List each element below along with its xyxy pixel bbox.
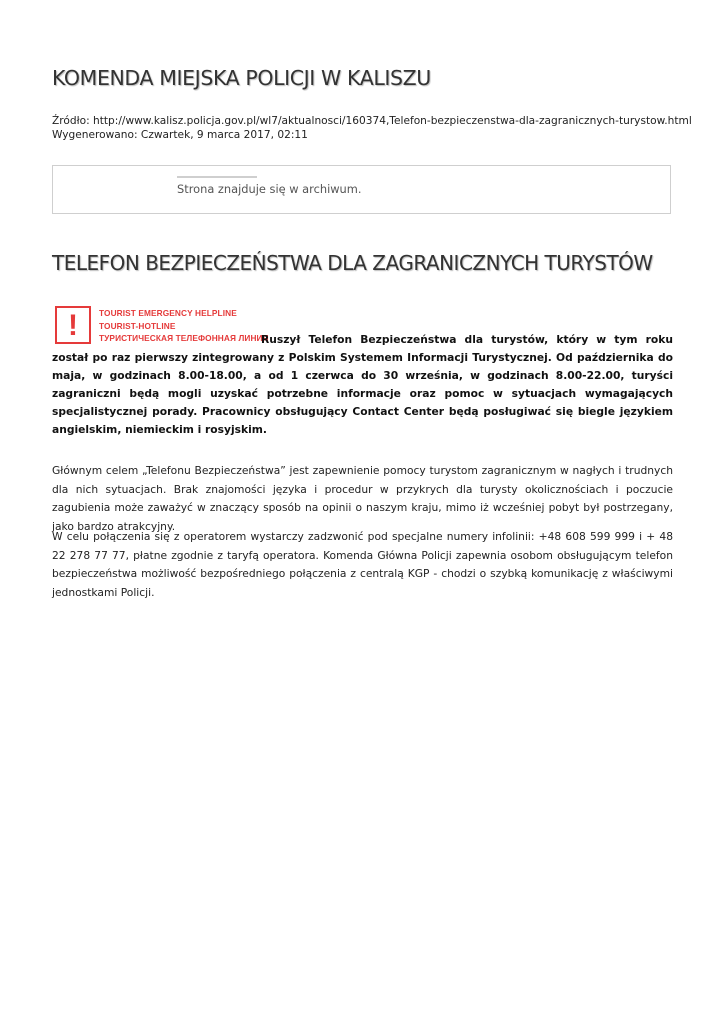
site-title: KOMENDA MIEJSKA POLICJI W KALISZU bbox=[52, 66, 431, 90]
banner-line-ru: ТУРИСТИЧЕСКАЯ ТЕЛЕФОННАЯ ЛИНИЯ bbox=[99, 333, 269, 343]
generated-line: Wygenerowano: Czwartek, 9 marca 2017, 02:11 bbox=[52, 129, 308, 141]
article-title: TELEFON BEZPIECZEŃSTWA DLA ZAGRANICZNYCH TURYSTÓW bbox=[52, 251, 653, 275]
banner-line-en: TOURIST EMERGENCY HELPLINE bbox=[99, 308, 237, 318]
archive-divider bbox=[177, 176, 257, 178]
article-paragraph-1: Głównym celem „Telefonu Bezpieczeństwa” jest zapewnienie pomocy turystom zagranicznym w nagłych i trudnych dla nich sytuacjach. Brak znajomości języka i procedur w przykrych dla turysty okolicznościach i poczucie zagubienia może zaważyć w znaczący sposób na opinii o naszym kraju, mimo iż wcześniej pobyt był postrzegany, jako bardzo atrakcyjny. bbox=[52, 464, 673, 533]
banner-line-de: TOURIST-HOTLINE bbox=[99, 320, 176, 331]
article-lead: Ruszył Telefon Bezpieczeństwa dla turystów, który w tym roku został po raz pierwszy zintegrowany z Polskim Systemem Informacji Turystycznej. Od października do maja, w godzinach 8.00-18.00, a od 1 czerwca do 30 września, w godzinach 8.00-22.00, turyści zagraniczni będą mogli uzyskać potrzebne informacje oraz pomoc w sytuacjach wymagających specjalistycznej porady. Pracownicy obsługujący Contact Center będą posługiwać się biegle językiem angielskim, niemieckim i rosyjskim. bbox=[52, 333, 673, 436]
archive-notice-box bbox=[52, 165, 671, 214]
source-line: Źródło: http://www.kalisz.policja.gov.pl/wl7/aktualnosci/160374,Telefon-bezpieczenstwa-dla-zagranicznych-turystow.html bbox=[52, 115, 692, 127]
page-meta bbox=[52, 114, 692, 142]
archive-notice-text: Strona znajduje się w archiwum. bbox=[177, 182, 362, 196]
article-paragraph-2: W celu połączenia się z operatorem wystarczy zadzwonić pod specjalne numery infolinii: +48 608 599 999 i + 48 22 278 77 77, płatne zgodnie z taryfą operatora. Komenda Główna Policji zapewnia osobom obsługującym telefon bezpieczeństwa możliwość bezpośredniego połączenia z centralą KGP - chodzi o szybką komunikację z właściwymi jednostkami Policji. bbox=[52, 530, 673, 599]
exclamation-icon: ! bbox=[55, 306, 91, 344]
